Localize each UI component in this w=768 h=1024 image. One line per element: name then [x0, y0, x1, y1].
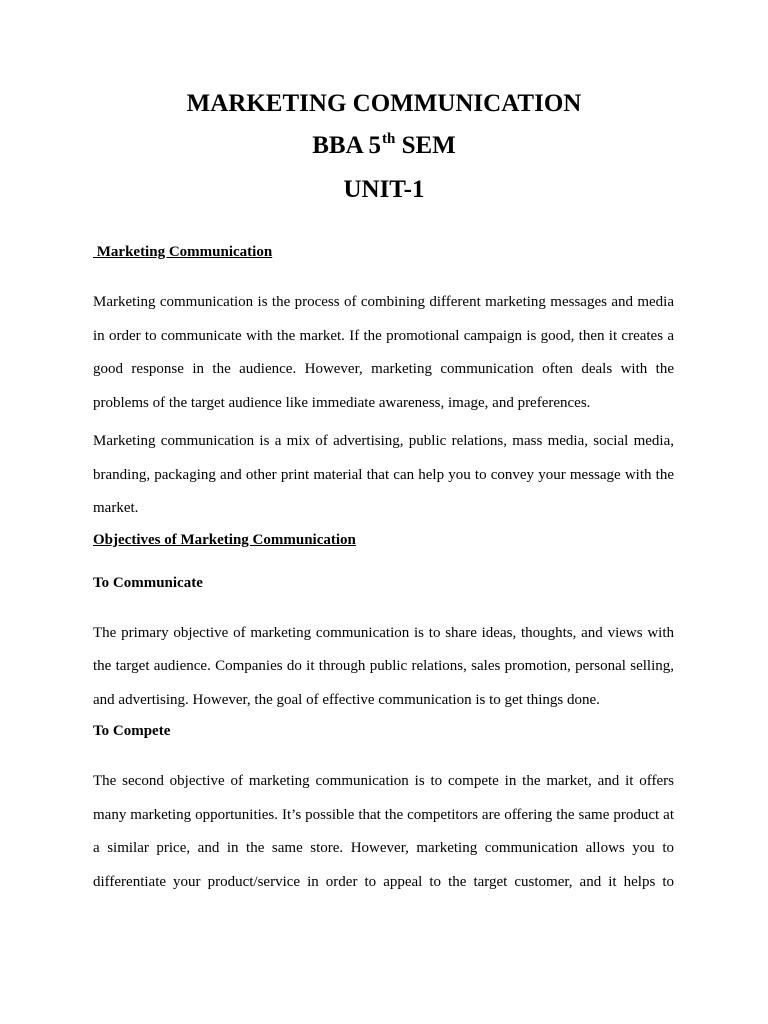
course-superscript: th — [382, 131, 396, 147]
intro-paragraph-1: Marketing communication is the process of combining different marketing messages and media in order to communicate with the market. If the promotional campaign is good, then it creates a good response in the audience. However, marketing communication often deals with the problems of the target audience like immediate awareness, image, and preferences. — [93, 294, 674, 411]
compete-heading: To Compete — [93, 723, 171, 739]
course-suffix: SEM — [395, 132, 456, 159]
intro-paragraph-2: Marketing communication is a mix of advertising, public relations, mass media, social media, branding, packaging and other print material that can help you to convey your message with the market. — [93, 433, 674, 516]
communicate-paragraph: The primary objective of marketing communication is to share ideas, thoughts, and views with the target audience. Companies do it through public relations, sales promotion, personal selling, and advertising. However, the goal of effective communication is to get things done. — [93, 624, 674, 708]
document-title: MARKETING COMMUNICATION — [186, 90, 582, 117]
intro-heading: Marketing Communication — [93, 244, 273, 260]
course-prefix: BBA 5 — [312, 132, 381, 159]
compete-paragraph: The second objective of marketing communication is to compete in the market, and it offers many marketing opportunities. It’s possible that the competitors are offering the same product at a similar price, and in the same store. However, marketing communication allows you to differentiate your product/service in order to appeal to the target customer, and it helps to — [93, 773, 674, 890]
objectives-heading: Objectives of Marketing Communication — [93, 531, 356, 548]
course-line — [0, 131, 768, 164]
communicate-heading: To Communicate — [93, 574, 203, 591]
unit-heading: UNIT-1 — [343, 176, 425, 203]
document-body — [93, 243, 674, 899]
